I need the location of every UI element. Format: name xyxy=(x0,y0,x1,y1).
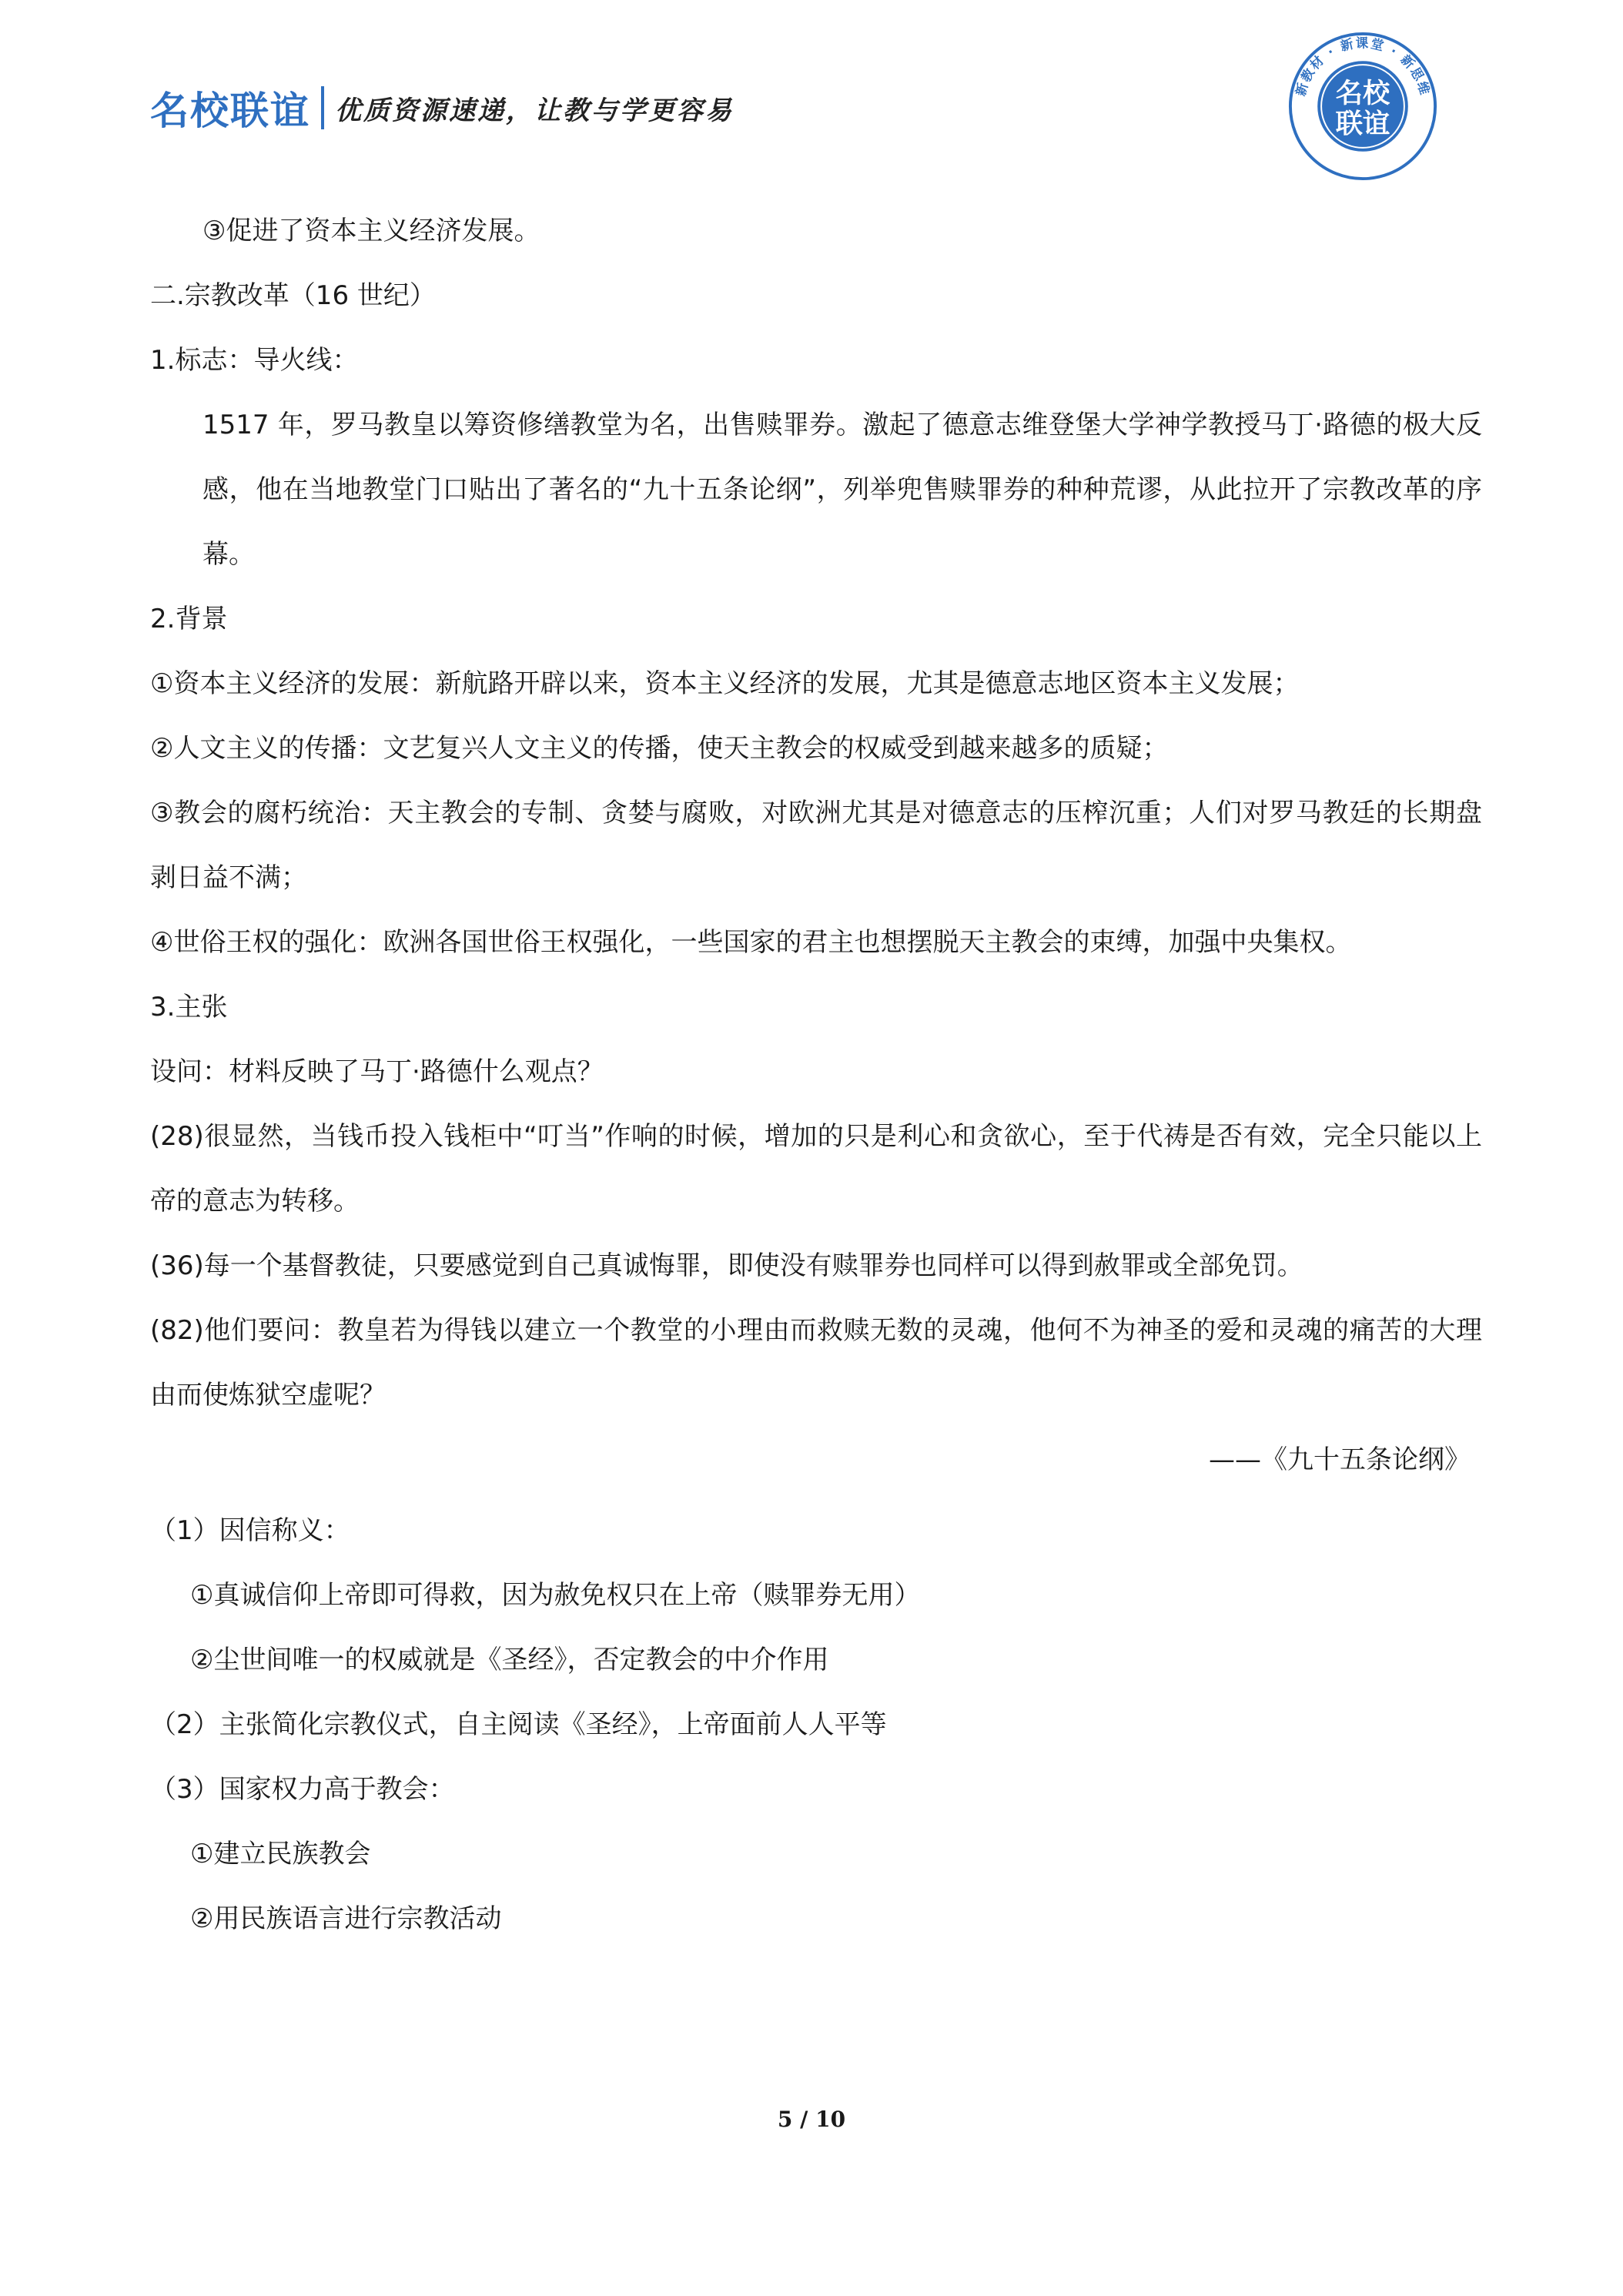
list-subitem: ①真诚信仰上帝即可得救，因为赦免权只在上帝（赎罪券无用） xyxy=(190,1580,921,1611)
text-line: ④世俗王权的强化：欧洲各国世俗王权强化，一些国家的君主也想摆脱天主教会的束缚，加强中央集权。 xyxy=(150,927,1352,958)
text-line: ①资本主义经济的发展：新航路开辟以来，资本主义经济的发展，尤其是德意志地区资本主义发展； xyxy=(150,668,1300,699)
header-slogan: 优质资源速递，让教与学更容易 xyxy=(335,95,734,126)
question-line: 设问：材料反映了马丁·路德什么观点？ xyxy=(150,1056,604,1087)
svg-text:新教材 · 新课堂 · 新思维: 新教材 · 新课堂 · 新思维 xyxy=(1293,35,1433,98)
page-header xyxy=(150,77,734,139)
text-line: ③促进了资本主义经济发展。 xyxy=(202,216,540,246)
paragraph: ③教会的腐朽统治：天主教会的专制、贪婪与腐败，对欧洲尤其是对德意志的压榨沉重；人们对罗马教廷的长期盘剥日益不满； xyxy=(150,798,1482,893)
subsection-heading: 2.背景 xyxy=(150,604,228,634)
list-item: （3）国家权力高于教会： xyxy=(150,1774,455,1805)
subsection-heading: 1.标志：导火线： xyxy=(150,345,359,376)
list-item: （2）主张简化宗教仪式，自主阅读《圣经》，上帝面前人人平等 xyxy=(150,1709,887,1740)
quote-source: ——《九十五条论纲》 xyxy=(1209,1444,1471,1475)
section-heading: 二.宗教改革（16 世纪） xyxy=(150,280,436,311)
list-subitem: ②用民族语言进行宗教活动 xyxy=(190,1903,502,1934)
quote-paragraph: (28)很显然，当钱币投入钱柜中“叮当”作响的时候，增加的只是利心和贪欲心，至于代祷是否有效，完全只能以上帝的意志为转移。 xyxy=(150,1121,1482,1217)
quote-paragraph: (82)他们要问：教皇若为得钱以建立一个教堂的小理由而救赎无数的灵魂，他何不为神圣的爱和灵魂的痛苦的大理由而使炼狱空虚呢？ xyxy=(150,1315,1482,1411)
spacer xyxy=(150,1492,1482,1498)
quote-line: (36)每一个基督教徒，只要感觉到自己真诚悔罪，即使没有赎罪券也同样可以得到赦罪或全部免罚。 xyxy=(150,1250,1303,1281)
list-item: （1）因信称义： xyxy=(150,1515,350,1546)
svg-text:联谊: 联谊 xyxy=(1335,108,1390,140)
text-line: ②人文主义的传播：文艺复兴人文主义的传播，使天主教会的权威受到越来越多的质疑； xyxy=(150,733,1169,764)
subsection-heading: 3.主张 xyxy=(150,992,228,1022)
list-subitem: ①建立民族教会 xyxy=(190,1839,371,1869)
svg-text:名校: 名校 xyxy=(1335,78,1390,110)
paragraph: 1517 年，罗马教皇以筹资修缮教堂为名，出售赎罪券。激起了德意志维登堡大学神学教授马丁·路德的极大反感，他在当地教堂门口贴出了著名的“九十五条论纲”，列举兜售赎罪券的种种荒谬，从此拉开了宗教改革的序幕。 xyxy=(202,410,1482,570)
document-body xyxy=(150,199,1482,1951)
list-subitem: ②尘世间唯一的权威就是《圣经》，否定教会的中介作用 xyxy=(190,1645,829,1675)
header-divider xyxy=(321,86,324,129)
page-number: 5 / 10 xyxy=(777,2107,846,2132)
brand-logo-text: 名校联谊 xyxy=(150,89,310,133)
school-seal-logo xyxy=(1287,31,1438,182)
